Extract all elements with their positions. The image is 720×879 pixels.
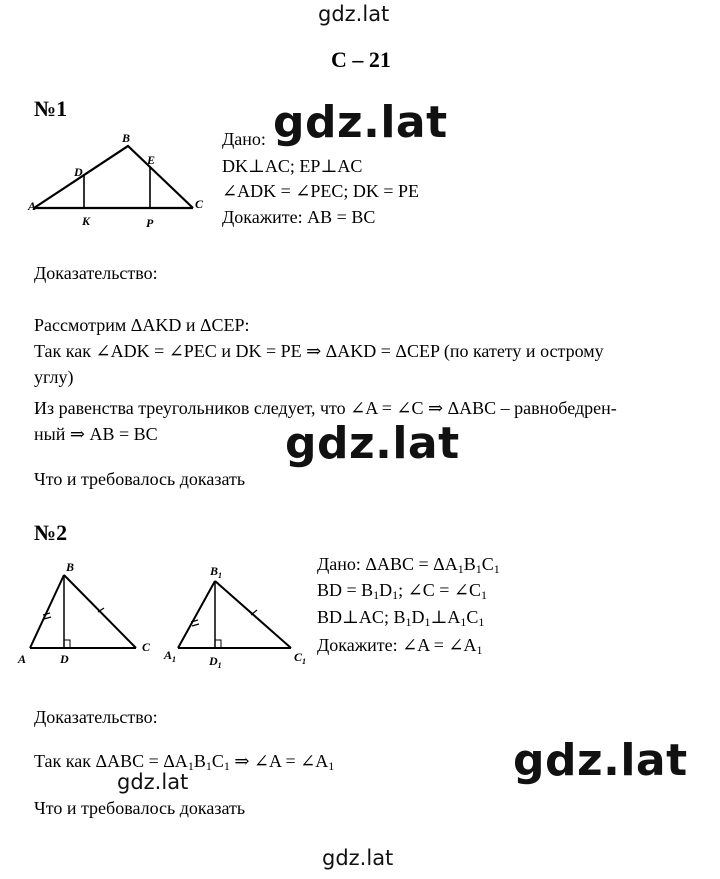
task2-figures [14,555,307,670]
task1-proof-line4: Из равенства треугольников следует, что ∠A = ∠C ⇒ ΔABC – равнобедрен- [34,398,617,418]
task2-number: №2 [34,520,68,545]
task2-given-line3: BD⊥AC; $B_1D_1\perp A_1C_1$ [317,607,485,629]
side-ab [30,575,64,648]
task1-proof-line5: ный ⇒ AB = BC [34,424,158,444]
task1-figure [28,130,213,230]
task2-prove-line: Докажите: ∠A = $\angle A_1$ [317,635,483,657]
label-b: B [122,131,131,145]
label-d: D [60,652,69,666]
task2-given-line1: Дано: $\Delta ABC = \Delta A_1B_1C_1$ [317,554,500,576]
label-e: E [147,153,156,167]
task2-conclusion: Что и требовалось доказать [34,798,246,818]
task2-given-line2: BD = $B_1D_1$; ∠C = $\angle C_1$ [317,580,487,602]
task1-given-line2: ∠ADK = ∠PEC; DK = PE [222,181,419,201]
label-a1: $A_1$ [164,648,177,664]
tick-a1b1-2 [192,624,199,626]
label-a: A [28,199,37,213]
label-a: A [18,652,27,666]
side-a1b1 [178,581,215,648]
label-b: B [66,560,75,574]
watermark-small-mid: gdz.lat [117,770,189,794]
task1-conclusion: Что и требовалось доказать [34,469,246,489]
page-title: С – 21 [331,47,391,72]
right-angle-mark-2 [215,640,221,648]
label-b1: $B_1$ [210,564,223,580]
task1-proof-heading: Доказательство: [34,263,158,283]
task1-number: №1 [34,96,68,121]
task2-proof-heading: Доказательство: [34,707,158,727]
label-d1: $D_1$ [209,654,222,670]
label-c: C [195,197,204,211]
task1-prove-line: Докажите: AB = BC [222,207,376,227]
label-p: P [146,216,154,230]
right-angle-mark-1 [64,640,70,648]
label-k: K [82,214,91,228]
watermark-big-1: gdz.lat [273,97,448,148]
task2-proof-line: Так как $\Delta ABC = \Delta A_1B_1C_1$ ⇒ ∠A = $\angle A_1$ [34,751,335,773]
task1-proof-line2: Так как ∠ADK = ∠PEC и DK = PE ⇒ ΔAKD = ΔCEP (по катету и острому [34,341,604,361]
label-c: C [142,640,151,654]
watermark-big-2: gdz.lat [285,418,460,469]
label-d: D [74,165,83,179]
triangle-abc-sides [34,146,193,208]
label-c1: $C_1$ [294,650,307,666]
task1-proof-line1: Рассмотрим ΔAKD и ΔCEP: [34,315,250,335]
task1-given-line1: DK⊥AC; EP⊥AC [222,156,363,176]
side-bc [64,575,136,648]
task1-given-label: Дано: [222,129,266,149]
watermark-big-3: gdz.lat [513,735,688,786]
watermark-top: gdz.lat [318,2,390,26]
task1-proof-line3: углу) [34,367,74,387]
watermark-bottom: gdz.lat [322,846,394,870]
side-b1c1 [215,581,291,648]
